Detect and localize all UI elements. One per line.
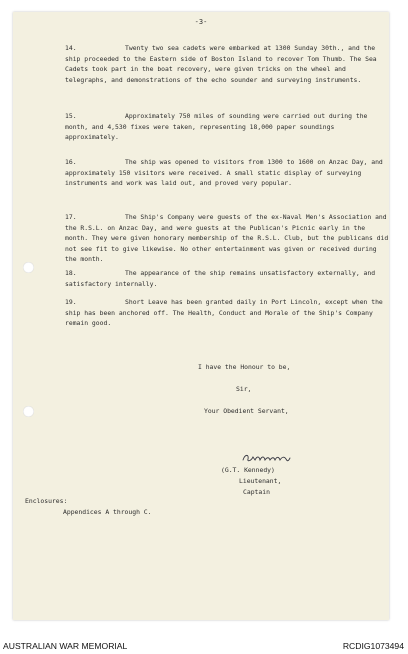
paragraph-number: 15. (65, 112, 77, 120)
paragraph-number: 18. (65, 269, 77, 277)
paragraph-text: Approximately 750 miles of sounding were carried out during the month, and 4,530 fixes were taken, representing 18,000 paper soundings approximately. (65, 112, 372, 141)
paragraph-18 (65, 268, 390, 289)
closing-line-3: Your Obedient Servant, (204, 407, 289, 415)
paragraph-15 (65, 111, 390, 143)
enclosures-heading: Enclosures: (25, 497, 68, 505)
punch-hole (23, 406, 34, 417)
paragraph-text: The Ship's Company were guests of the ex-Naval Men's Association and the R.S.L. on Anzac Day, and were guests at the Publican's Picnic early in the month. They were given honorary membership of the R.S.L. Club, but the publicans did not see fit to give likewise. No other entertainment was given or received during the month. (65, 213, 393, 263)
paragraph-number: 19. (65, 298, 77, 306)
page-number: -3- (194, 18, 208, 26)
closing-salutation: Sir, (236, 385, 252, 393)
closing-line-1: I have the Honour to be, (198, 363, 291, 371)
paragraph-text: The ship was opened to visitors from 1300 to 1600 on Anzac Day, and approximately 150 visitors were received. A small static display of surveying instruments and work was laid out, and proved very popular. (65, 158, 387, 187)
archive-name: AUSTRALIAN WAR MEMORIAL (3, 641, 128, 651)
archive-footer (0, 640, 408, 654)
paragraph-14 (65, 43, 390, 85)
document-page (13, 12, 393, 620)
paragraph-16 (65, 157, 390, 189)
paragraph-19 (65, 297, 390, 329)
signatory-name: (G.T. Kennedy) (221, 466, 275, 474)
paragraph-17 (65, 212, 393, 265)
archive-id: RCDIG1073494 (342, 641, 404, 651)
paragraph-number: 16. (65, 158, 77, 166)
paragraph-text: Twenty two sea cadets were embarked at 1300 Sunday 30th., and the ship proceeded to the Eastern side of Boston Island to recover Tom Thumb. The Sea Cadets took part in the boat recovery, were given tricks on the wheel and telegraphs, and demonstrations of the echo sounder and surveying instruments. (65, 44, 381, 84)
paragraph-number: 17. (65, 213, 77, 221)
paragraph-text: The appearance of the ship remains unsatisfactory externally, and satisfactory internally. (65, 269, 379, 288)
handwritten-signature (241, 452, 291, 464)
punch-hole (23, 262, 34, 273)
signatory-rank: Lieutenant, (239, 477, 282, 485)
paragraph-number: 14. (65, 44, 77, 52)
enclosures-item: Appendices A through C. (63, 508, 152, 516)
paragraph-text: Short Leave has been granted daily in Port Lincoln, except when the ship has been anchored off. The Health, Conduct and Morale of the Ship's Company remain good. (65, 298, 387, 327)
signatory-title: Captain (243, 488, 270, 496)
